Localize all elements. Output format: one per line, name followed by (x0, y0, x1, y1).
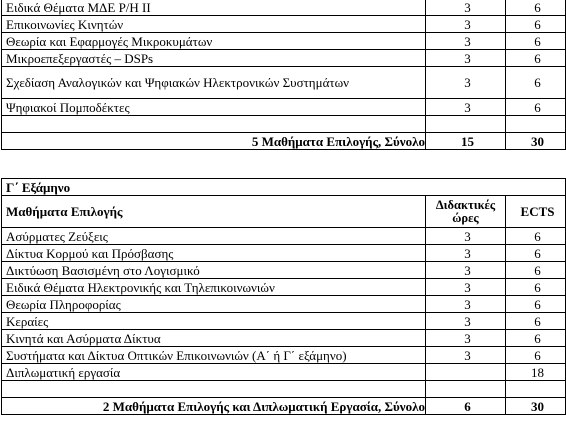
course-name: Δίκτυα Κορμού και Πρόσβασης (2, 245, 426, 262)
course-hours: 3 (426, 245, 506, 262)
course-ects: 6 (506, 245, 566, 262)
header-row (2, 196, 566, 228)
course-hours: 3 (426, 296, 506, 313)
semester-b-electives-table (1, 0, 566, 150)
course-name: Διπλωματική εργασία (2, 364, 426, 381)
course-name: Δικτύωση Βασισμένη στο Λογισμικό (2, 262, 426, 279)
course-hours: 3 (426, 50, 506, 67)
total-ects: 30 (506, 133, 566, 150)
empty-cell (506, 381, 566, 398)
course-name: Μικροεπεξεργαστές – DSPs (2, 50, 426, 67)
course-ects: 6 (506, 67, 566, 99)
course-ects: 6 (506, 347, 566, 364)
course-name: Κινητά και Ασύρματα Δίκτυα (2, 330, 426, 347)
header-hours: Διδακτικές ώρες (435, 197, 496, 225)
course-ects: 6 (506, 262, 566, 279)
course-ects: 18 (506, 364, 566, 381)
course-hours: 3 (426, 67, 506, 99)
course-name: Ειδικά Θέματα Ηλεκτρονικής και Τηλεπικοινωνιών (2, 279, 426, 296)
course-ects: 6 (506, 50, 566, 67)
header-course: Μαθήματα Επιλογής (2, 196, 426, 228)
course-ects: 6 (506, 330, 566, 347)
table-row (2, 67, 566, 99)
header-hours-cell (426, 196, 506, 228)
table-row (2, 99, 566, 116)
course-name: Επικοινωνίες Κινητών (2, 16, 426, 33)
table-row (2, 0, 566, 16)
empty-row (2, 381, 566, 398)
course-name: Συστήματα και Δίκτυα Οπτικών Επικοινωνιών (Α΄ ή Γ΄ εξάμηνο) (2, 347, 426, 364)
total-hours: 15 (426, 133, 506, 150)
course-hours: 3 (426, 262, 506, 279)
total-label: 2 Μαθήματα Επιλογής και Διπλωματική Εργασία, Σύνολο (2, 398, 426, 415)
table-row (2, 228, 566, 245)
total-ects: 30 (506, 398, 566, 415)
empty-cell (506, 116, 566, 133)
course-hours: 3 (426, 347, 506, 364)
table-row (2, 279, 566, 296)
course-ects: 6 (506, 16, 566, 33)
total-hours: 6 (426, 398, 506, 415)
course-hours: 3 (426, 99, 506, 116)
table-row (2, 33, 566, 50)
course-ects: 6 (506, 279, 566, 296)
course-hours: 3 (426, 0, 506, 16)
table-row (2, 262, 566, 279)
total-label: 5 Μαθήματα Επιλογής, Σύνολο (2, 133, 426, 150)
table-row (2, 330, 566, 347)
table-row (2, 50, 566, 67)
table-row (2, 347, 566, 364)
empty-cell (2, 116, 426, 133)
section-title: Γ΄ Εξάμηνο (2, 179, 566, 196)
course-ects: 6 (506, 0, 566, 16)
course-hours: 3 (426, 16, 506, 33)
course-ects: 6 (506, 99, 566, 116)
table-row (2, 16, 566, 33)
course-name: Ψηφιακοί Πομποδέκτες (2, 99, 426, 116)
course-name: Ειδικά Θέματα ΜΔΕ Ρ/Η ΙΙ (2, 0, 426, 16)
table-row (2, 313, 566, 330)
course-ects: 6 (506, 33, 566, 50)
semester-c-electives-table (1, 178, 566, 415)
empty-cell (426, 116, 506, 133)
total-row (2, 398, 566, 415)
course-name: Θεωρία και Εφαρμογές Μικροκυμάτων (2, 33, 426, 50)
course-name: Ασύρματες Ζεύξεις (2, 228, 426, 245)
header-ects: ECTS (506, 196, 566, 228)
course-hours (426, 364, 506, 381)
course-ects: 6 (506, 313, 566, 330)
section-title-row (2, 179, 566, 196)
course-hours: 3 (426, 279, 506, 296)
course-hours: 3 (426, 33, 506, 50)
empty-cell (2, 381, 426, 398)
empty-row (2, 116, 566, 133)
course-hours: 3 (426, 313, 506, 330)
empty-cell (426, 381, 506, 398)
course-name: Θεωρία Πληροφορίας (2, 296, 426, 313)
table-row (2, 245, 566, 262)
table-row (2, 296, 566, 313)
course-ects: 6 (506, 228, 566, 245)
table-row (2, 364, 566, 381)
course-name: Σχεδίαση Αναλογικών και Ψηφιακών Ηλεκτρονικών Συστημάτων (2, 67, 426, 99)
course-name: Κεραίες (2, 313, 426, 330)
course-hours: 3 (426, 228, 506, 245)
course-hours: 3 (426, 330, 506, 347)
total-row (2, 133, 566, 150)
course-ects: 6 (506, 296, 566, 313)
